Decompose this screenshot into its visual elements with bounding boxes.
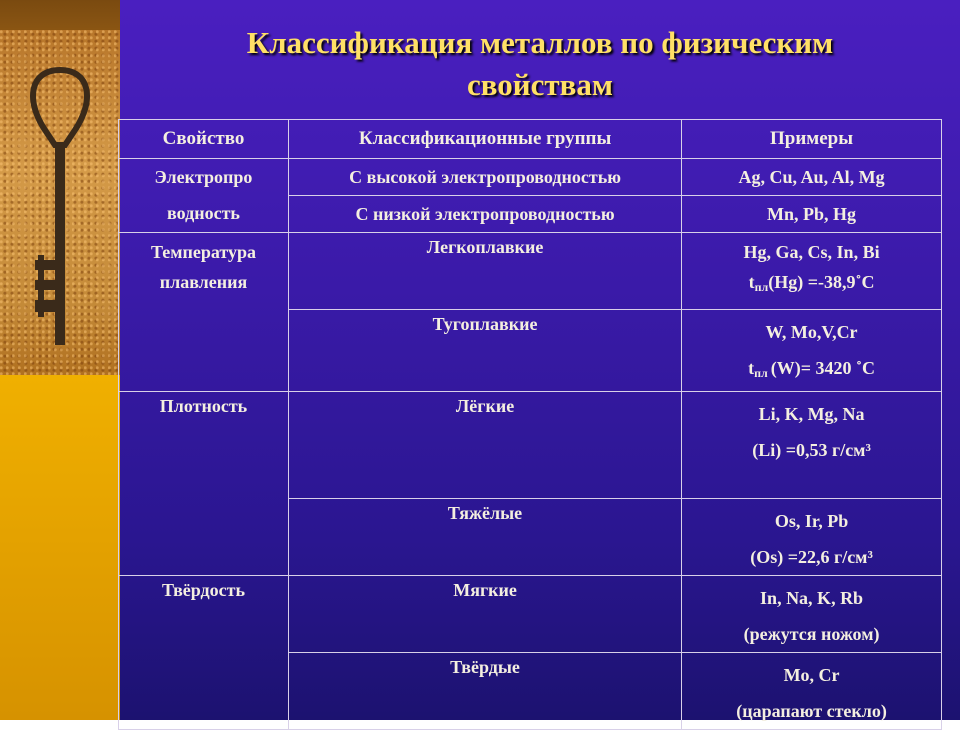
- examples-line: Li, K, Mg, Na: [758, 404, 865, 424]
- density-value: (Li) =0,53 г/см³: [752, 440, 871, 460]
- group-soft: Мягкие: [288, 576, 681, 653]
- header-groups: Классификационные группы: [288, 120, 681, 159]
- group-low-conductivity: С низкой электропроводностью: [288, 196, 681, 233]
- density-value: (Os) =22,6 г/см³: [750, 547, 873, 567]
- examples-note: (режутся ножом): [743, 624, 880, 644]
- header-property: Свойство: [119, 120, 289, 159]
- property-line: Электропро: [154, 167, 253, 187]
- title-line-1: Классификация металлов по физическим: [246, 25, 834, 60]
- table-row: [119, 159, 942, 196]
- examples-soft: [682, 576, 942, 653]
- melting-point-line: [688, 350, 935, 391]
- temp-subscript: пл: [754, 366, 771, 380]
- examples-fusible: [682, 233, 942, 310]
- table-row: [119, 233, 942, 310]
- examples-line: Os, Ir, Pb: [774, 511, 849, 531]
- examples-refractory: [682, 310, 942, 392]
- examples-line: W, Mo,V,Cr: [765, 322, 858, 342]
- examples-line: Hg, Ga, Cs, In, Bi: [743, 242, 880, 262]
- examples-line: Mo, Cr: [783, 665, 840, 685]
- property-density: Плотность: [119, 392, 289, 576]
- table-row: [119, 392, 942, 499]
- group-fusible: Легкоплавкие: [288, 233, 681, 310]
- melting-point-line: [688, 267, 935, 302]
- examples-high-conductivity: Ag, Cu, Au, Al, Mg: [682, 159, 942, 196]
- examples-light: [682, 392, 942, 499]
- examples-line: In, Na, K, Rb: [760, 588, 864, 608]
- group-refractory: Тугоплавкие: [288, 310, 681, 392]
- property-conductivity: [119, 159, 289, 233]
- property-line: плавления: [159, 272, 248, 292]
- gold-background: [0, 375, 120, 720]
- group-high-conductivity: С высокой электропроводностью: [288, 159, 681, 196]
- property-line: водность: [167, 203, 240, 223]
- group-heavy: Тяжёлые: [288, 499, 681, 576]
- temp-subscript: пл: [754, 280, 769, 294]
- table-row: [119, 576, 942, 653]
- temp-symbol: t: [748, 358, 755, 378]
- title-line-2: свойствам: [467, 67, 613, 102]
- group-hard: Твёрдые: [288, 653, 681, 730]
- temp-symbol: t: [748, 272, 755, 292]
- examples-note: (царапают стекло): [736, 701, 887, 721]
- examples-low-conductivity: Mn, Pb, Hg: [682, 196, 942, 233]
- property-hardness: Твёрдость: [119, 576, 289, 730]
- property-line: Температура: [150, 242, 257, 262]
- header-examples: Примеры: [682, 120, 942, 159]
- table-header-row: [119, 120, 942, 159]
- examples-hard: [682, 653, 942, 730]
- temp-value: (W)= 3420 ˚C: [770, 358, 876, 378]
- key-icon: [10, 60, 110, 360]
- property-melting: [119, 233, 289, 392]
- temp-value: (Hg) =-38,9˚C: [768, 272, 875, 292]
- group-light: Лёгкие: [288, 392, 681, 499]
- examples-heavy: [682, 499, 942, 576]
- page-title: [120, 22, 960, 106]
- classification-table: [118, 119, 942, 730]
